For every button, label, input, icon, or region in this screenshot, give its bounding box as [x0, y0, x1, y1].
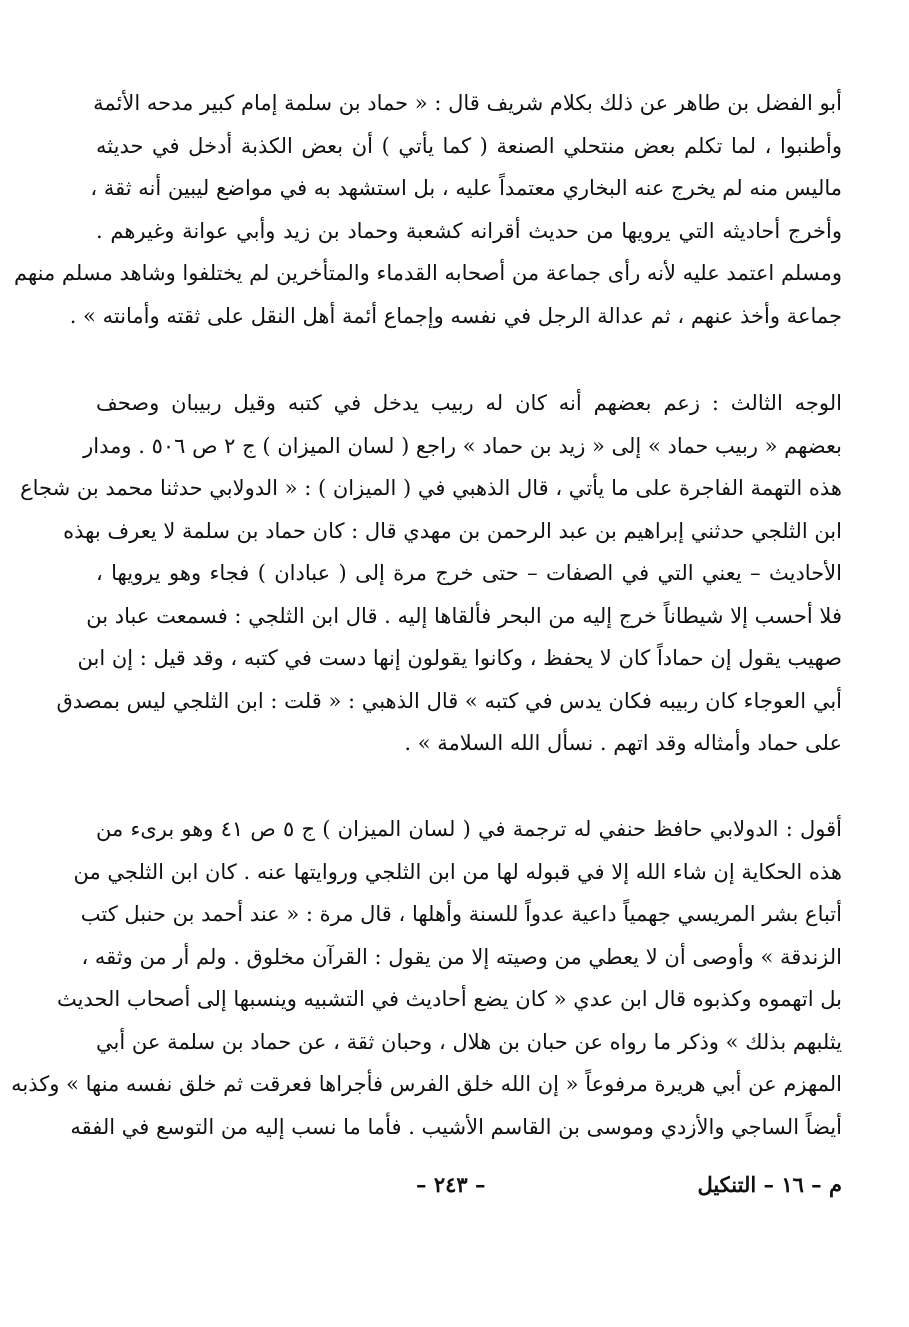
page-footer [96, 1172, 842, 1212]
text-line: بعضهم « ربيب حماد » إلى « زيد بن حماد » راجع ( لسان الميزان ) ج ٢ ص ٥٠٦ . ومدار [83, 433, 842, 458]
text-line: أقول : الدولابي حافظ حنفي له ترجمة في ( لسان الميزان ) ج ٥ ص ٤١ وهو برىء من [96, 817, 842, 841]
paragraph-2 [20, 382, 842, 765]
page-number: – ٢٤٣ – [416, 1172, 486, 1197]
text-line: على حماد وأمثاله وقد اتهم . نسأل الله السلامة » . [404, 731, 842, 755]
text-line: جماعة وأخذ عنهم ، ثم عدالة الرجل في نفسه وإجماع أئمة أهل النقل على ثقته وأمانته » . [69, 303, 842, 328]
text-line: يثلبهم بذلك » وذكر ما رواه عن حبان بن هلال ، وحبان ثقة ، عن حماد بن سلمة عن أبي [96, 1029, 842, 1054]
text-line: بل اتهموه وكذبوه قال ابن عدي « كان يضع أحاديث في التشبيه وينسبها إلى أصحاب الحديث [56, 987, 842, 1011]
text-line: صهيب يقول إن حماداً كان لا يحفظ ، وكانوا يقولون إنها دست في كتبه ، وقد قيل : إن ابن [77, 646, 842, 670]
text-line: هذه التهمة الفاجرة على ما يأتي ، قال الذهبي في ( الميزان ) : « الدولابي حدثنا محمد بن شجاع [20, 476, 842, 500]
text-line: ابن الثلجي حدثني إبراهيم بن عبد الرحمن بن مهدي قال : كان حماد بن سلمة لا يعرف بهذه [63, 518, 842, 543]
text-line: الأحاديث – يعني التي في الصفات – حتى خرج مرة إلى ( عبادان ) فجاء وهو يرويها ، [96, 561, 842, 585]
text-line: وأخرج أحاديثه التي يرويها من حديث أقرانه كشعبة وحماد بن زيد وأبي عوانة وغيرهم . [96, 218, 842, 243]
text-line: الزندقة » وأوصى أن لا يعطي من وصيته إلا من يقول : القرآن مخلوق . ولم أر من وثقه ، [81, 944, 842, 969]
text-line: أيضاً الساجي والأزدي وموسى بن القاسم الأشيب . فأما ما نسب إليه من التوسع في الفقه [70, 1114, 842, 1139]
paragraph-1 [13, 82, 842, 337]
signature-mark: م – ١٦ – التنكيل [697, 1172, 842, 1197]
text-line: أبو الفضل بن طاهر عن ذلك بكلام شريف قال : « حماد بن سلمة إمام كبير مدحه الأئمة [93, 91, 842, 115]
text-line: الوجه الثالث : زعم بعضهم أنه كان له ربيب يدخل في كتبه وقيل ربيبان وصحف [96, 391, 842, 415]
text-line: ماليس منه لم يخرج عنه البخاري معتمداً عليه ، بل استشهد به في مواضع ليبين أنه ثقة ، [90, 176, 842, 200]
paragraph-3 [11, 808, 842, 1148]
text-line: أبي العوجاء كان ربيبه فكان يدس في كتبه » قال الذهبي : « قلت : ابن الثلجي ليس بمصدق [56, 688, 842, 713]
text-line: فلا أحسب إلا شيطاناً خرج إليه من البحر فألقاها إليه . قال ابن الثلجي : فسمعت عباد بن [86, 603, 842, 628]
text-line: المهزم عن أبي هريرة مرفوعاً « إن الله خلق الفرس فأجراها فعرقت ثم خلق نفسه منها » وكذبه [11, 1072, 842, 1096]
text-line: ومسلم اعتمد عليه لأنه رأى جماعة من أصحابه القدماء والمتأخرين لم يختلفوا وشاهد مسلم منهم [13, 261, 842, 285]
text-line: وأطنبوا ، لما تكلم بعض منتحلي الصنعة ( كما يأتي ) أن بعض الكذبة أدخل في حديثه [96, 133, 842, 158]
text-line: هذه الحكاية إن شاء الله إلا في قبوله لها من ابن الثلجي وروايتها عنه . كان ابن الثلجي من [73, 859, 842, 884]
text-line: أتباع بشر المريسي جهمياً داعية عدواً للسنة وأهلها ، قال مرة : « عند أحمد بن حنبل كتب [80, 902, 842, 926]
